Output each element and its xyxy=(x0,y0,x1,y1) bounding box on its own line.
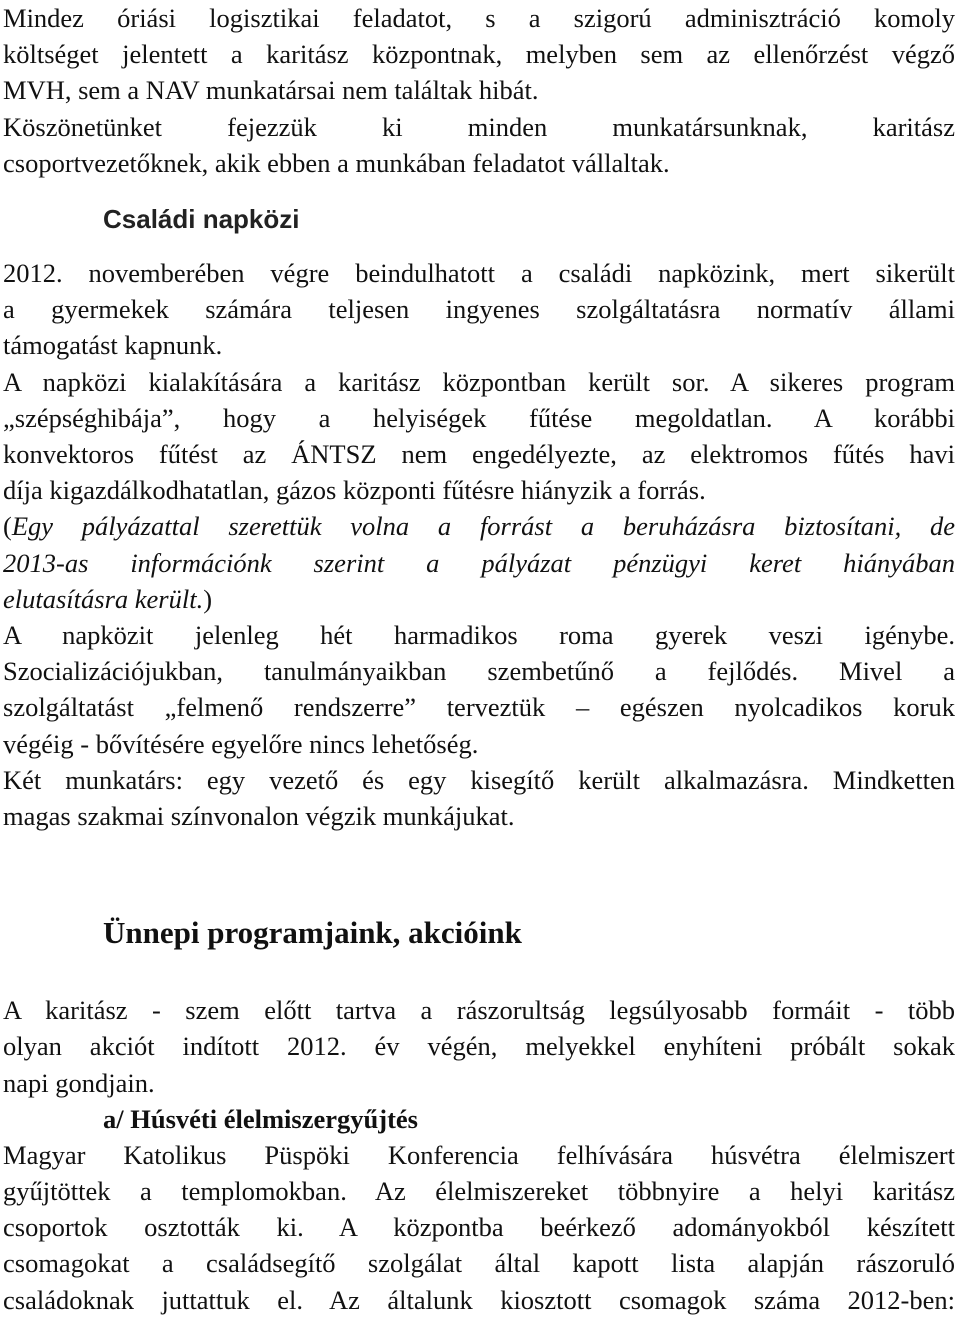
text-line: MVH, sem a NAV munkatársai nem találtak hibát. xyxy=(3,75,539,106)
text-line: csomagokat a családsegítő szolgálat által kapott lista alapján rászoruló xyxy=(3,1248,955,1279)
text-line: gyűjtöttek a templomokban. Az élelmiszereket többnyire a helyi karitász xyxy=(3,1176,955,1207)
text-line: Két munkatárs: egy vezető és egy kisegítő került alkalmazásra. Mindketten xyxy=(3,764,955,795)
italic-text: Egy pályázattal szerettük volna a forrást a beruházásra biztosítani, de xyxy=(11,511,955,542)
text-line: Magyar Katolikus Püspöki Konferencia felhívására húsvétra élelmiszert xyxy=(3,1139,955,1170)
text-line: költséget jelentett a karitász központnak, melyben sem az ellenőrzést végző xyxy=(3,39,955,70)
text-line xyxy=(3,508,955,544)
text-line: 2013-as információnk szerint a pályázat pénzügyi keret hiányában xyxy=(3,547,955,578)
text-line: támogatást kapnunk. xyxy=(3,330,223,361)
text-line: „szépséghibája”, hogy a helyiségek fűtése megoldatlan. A korábbi xyxy=(3,402,955,433)
subsection-heading-easter-food-drive: a/ Húsvéti élelmiszergyűjtés xyxy=(103,1103,418,1134)
italic-text: elutasításra került. xyxy=(3,583,204,614)
text-line: napi gondjain. xyxy=(3,1067,155,1098)
text-line: Köszönetünket fejezzük ki minden munkatársunknak, karitász xyxy=(3,111,955,142)
text-line: szolgáltatást „felmenő rendszerre” terveztük – egészen nyolcadikos koruk xyxy=(3,692,955,723)
text-line: Mindez óriási logisztikai feladatot, s a szigorú adminisztráció komoly xyxy=(3,3,955,33)
paragraph-thanks xyxy=(3,109,955,181)
open-paren: ( xyxy=(3,511,12,542)
text-line: magas szakmai színvonalon végzik munkájukat. xyxy=(3,801,515,832)
text-line: csoportvezetőknek, akik ebben a munkában feladatot vállaltak. xyxy=(3,147,670,178)
paragraph-grant-note xyxy=(3,508,955,617)
text-line: a gyermekek számára teljesen ingyenes szolgáltatásra normatív állami xyxy=(3,294,955,325)
text-line: végéig - bővítésére egyelőre nincs lehetőség. xyxy=(3,728,479,759)
text-line: konvektoros fűtést az ÁNTSZ nem engedélyezte, az elektromos fűtés havi xyxy=(3,439,955,470)
close-paren: ) xyxy=(203,583,213,614)
document-page xyxy=(3,0,955,1318)
paragraph-logistics xyxy=(3,0,955,109)
text-line: A napközi kialakítására a karitász központban került sor. A sikeres program xyxy=(3,366,955,397)
text-line: díja kigazdálkodhatatlan, gázos központi fűtésre hiányzik a forrás. xyxy=(3,475,706,506)
section-heading-holiday-programs: Ünnepi programjaink, akcióink xyxy=(103,915,522,951)
text-line: A napközit jelenleg hét harmadikos roma gyerek veszi igénybe. xyxy=(3,620,955,651)
paragraph-daycare-start xyxy=(3,255,955,364)
text-line: A karitász - szem előtt tartva a rászorultság legsúlyosabb formáit - több xyxy=(3,995,955,1026)
paragraph-actions-intro xyxy=(3,992,955,1101)
text-line: olyan akciót indított 2012. év végén, melyekkel enyhíteni próbált sokak xyxy=(3,1031,955,1062)
section-heading-family-daycare: Családi napközi xyxy=(103,204,300,235)
text-line xyxy=(3,581,955,617)
paragraph-current-use xyxy=(3,617,955,762)
text-line: Szocializációjukban, tanulmányaikban szembetűnő a fejlődés. Mivel a xyxy=(3,656,955,687)
paragraph-easter-food-drive xyxy=(3,1137,955,1318)
text-line: családoknak juttattuk el. Az általunk kiosztott csomagok száma 2012-ben: xyxy=(3,1284,955,1315)
text-line: 2012. novemberében végre beindulhatott a családi napközink, mert sikerült xyxy=(3,258,955,289)
paragraph-heating xyxy=(3,364,955,509)
paragraph-staff xyxy=(3,762,955,834)
text-line: csoportok osztották ki. A központba beérkező adományokból készített xyxy=(3,1212,955,1243)
